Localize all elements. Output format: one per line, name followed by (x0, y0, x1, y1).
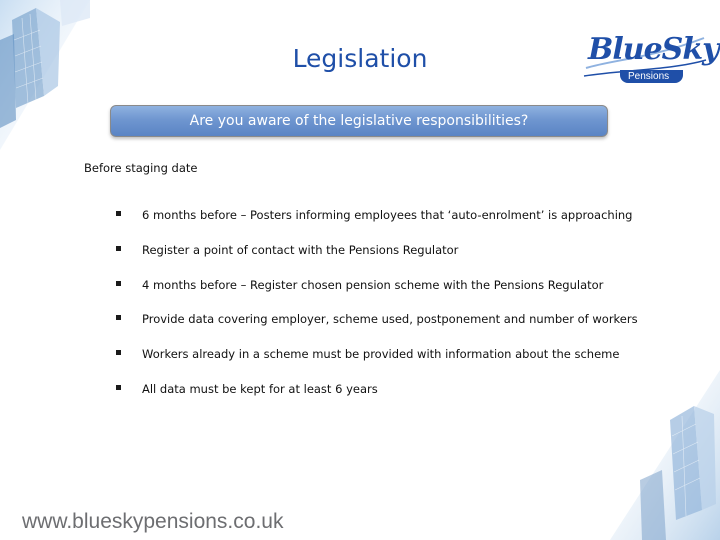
square-bullet-icon (116, 211, 121, 216)
bullet-text: All data must be kept for at least 6 years (142, 381, 378, 396)
footer-website-url: www.blueskypensions.co.uk (22, 510, 284, 533)
corner-building-graphic (0, 0, 90, 150)
bullet-text: 4 months before – Register chosen pension scheme with the Pensions Regulator (142, 277, 604, 292)
bullet-text: Provide data covering employer, scheme used, postponement and number of workers (142, 312, 638, 327)
square-bullet-icon (116, 350, 121, 355)
section-subtitle: Before staging date (84, 161, 198, 175)
question-banner: Are you aware of the legislative responsibilities? (110, 105, 608, 137)
square-bullet-icon (116, 246, 121, 251)
bullet-text: Register a point of contact with the Pensions Regulator (142, 242, 459, 257)
bullet-text: 6 months before – Posters informing employees that ‘auto-enrolment’ is approaching (142, 208, 633, 222)
square-bullet-icon (116, 385, 121, 390)
bluesky-logo (582, 30, 719, 88)
logo-subtext: Pensions (620, 70, 683, 83)
logo-wordmark: BlueSky (588, 32, 719, 67)
corner-skyscraper-graphic (610, 370, 720, 540)
slide-title: Legislation (292, 44, 428, 73)
square-bullet-icon (116, 281, 121, 286)
square-bullet-icon (116, 315, 121, 320)
bullet-text: Workers already in a scheme must be provided with information about the scheme (142, 347, 620, 362)
